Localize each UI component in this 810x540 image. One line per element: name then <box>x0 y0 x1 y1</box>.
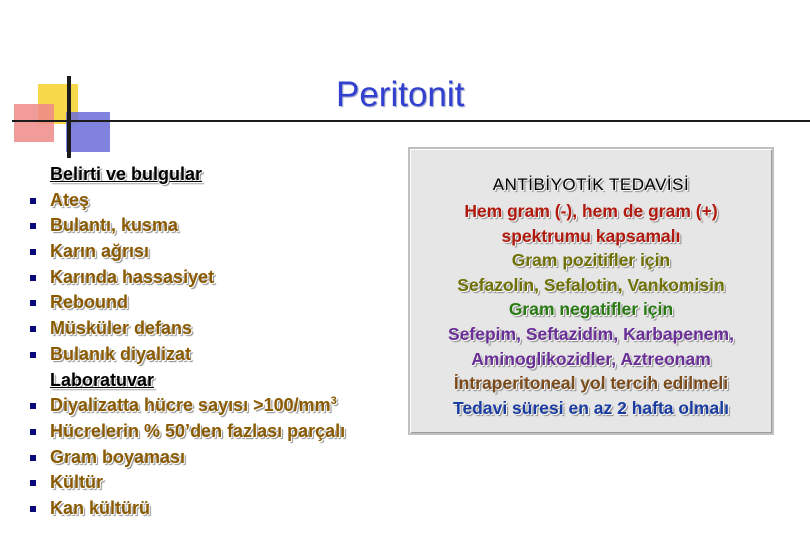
square-bullet-icon <box>30 249 36 255</box>
list-item-text: Kan kültürü <box>50 497 151 518</box>
list-item-text: Diyalizatta hücre sayısı $>100/mm^3$ <box>50 395 337 416</box>
list-item <box>0 239 400 265</box>
list-item-text: Müsküler defans <box>50 318 193 339</box>
square-bullet-icon <box>30 326 36 332</box>
list-item <box>0 342 400 368</box>
square-bullet-icon <box>30 403 36 409</box>
list-item <box>0 265 400 291</box>
section-heading-text: Laboratuvar <box>50 369 155 390</box>
square-bullet-icon <box>30 352 36 358</box>
square-bullet-icon <box>30 223 36 229</box>
antibiotic-line: Gram negatifler için <box>508 299 674 320</box>
square-bullet-icon <box>30 275 36 281</box>
list-item-text: Bulantı, kusma <box>50 215 179 236</box>
list-item-text: Bulanık diyalizat <box>50 343 192 364</box>
square-bullet-icon <box>30 300 36 306</box>
list-item <box>0 393 400 419</box>
antibiotic-line: Sefepim, Seftazidim, Karbapenem, <box>448 323 734 344</box>
list-item <box>0 470 400 496</box>
list-item <box>0 316 400 342</box>
section-heading <box>0 162 400 188</box>
decorative-red-square <box>14 104 54 142</box>
antibiotic-line: Sefazolin, Sefalotin, Vankomisin <box>457 274 725 295</box>
superscript: 3 <box>330 395 337 408</box>
antibiotic-box-title: ANTİBİYOTİK TEDAVİSİ <box>492 175 690 194</box>
antibiotic-line: spektrumu kapsamalı <box>501 225 681 246</box>
antibiotic-line: Gram pozitifler için <box>511 250 671 271</box>
antibiotic-line: Aminoglikozidler, Aztreonam <box>471 348 711 369</box>
square-bullet-icon <box>30 455 36 461</box>
section-heading-text: Belirti ve bulgular <box>50 164 203 184</box>
decorative-blue-square <box>66 112 110 152</box>
list-item <box>0 290 400 316</box>
antibiotic-line: Hem gram (-), hem de gram (+) <box>464 201 718 221</box>
antibiotic-line: İntraperitoneal yol tercih edilmeli <box>453 373 729 394</box>
list-item-text: Karın ağrısı <box>50 241 150 262</box>
slide-title: Peritonit <box>336 75 465 114</box>
list-item-text: Karında hassasiyet <box>50 266 215 287</box>
list-item <box>0 445 400 471</box>
section-heading <box>0 368 400 394</box>
square-bullet-icon <box>30 198 36 204</box>
square-bullet-icon <box>30 429 36 435</box>
decorative-vertical-line <box>67 76 71 158</box>
list-item-text: Gram boyaması <box>50 446 186 467</box>
symptoms-lab-list <box>0 162 400 522</box>
title-divider-line <box>12 120 810 122</box>
list-item-text: Hücrelerin % 50’den fazlası parçalı <box>50 420 346 441</box>
list-item <box>0 188 400 214</box>
list-item <box>0 419 400 445</box>
list-item <box>0 213 400 239</box>
antibiotic-line: Tedavi süresi en az 2 hafta olmalı <box>453 397 729 418</box>
antibiotic-therapy-box <box>408 147 774 435</box>
list-item-text: Rebound <box>50 292 128 313</box>
square-bullet-icon <box>30 480 36 486</box>
list-item-text: Kültür <box>50 472 103 493</box>
list-item-text: Ateş <box>50 189 90 210</box>
square-bullet-icon <box>30 506 36 512</box>
antibiotic-box-lines <box>410 199 772 420</box>
list-item <box>0 496 400 522</box>
